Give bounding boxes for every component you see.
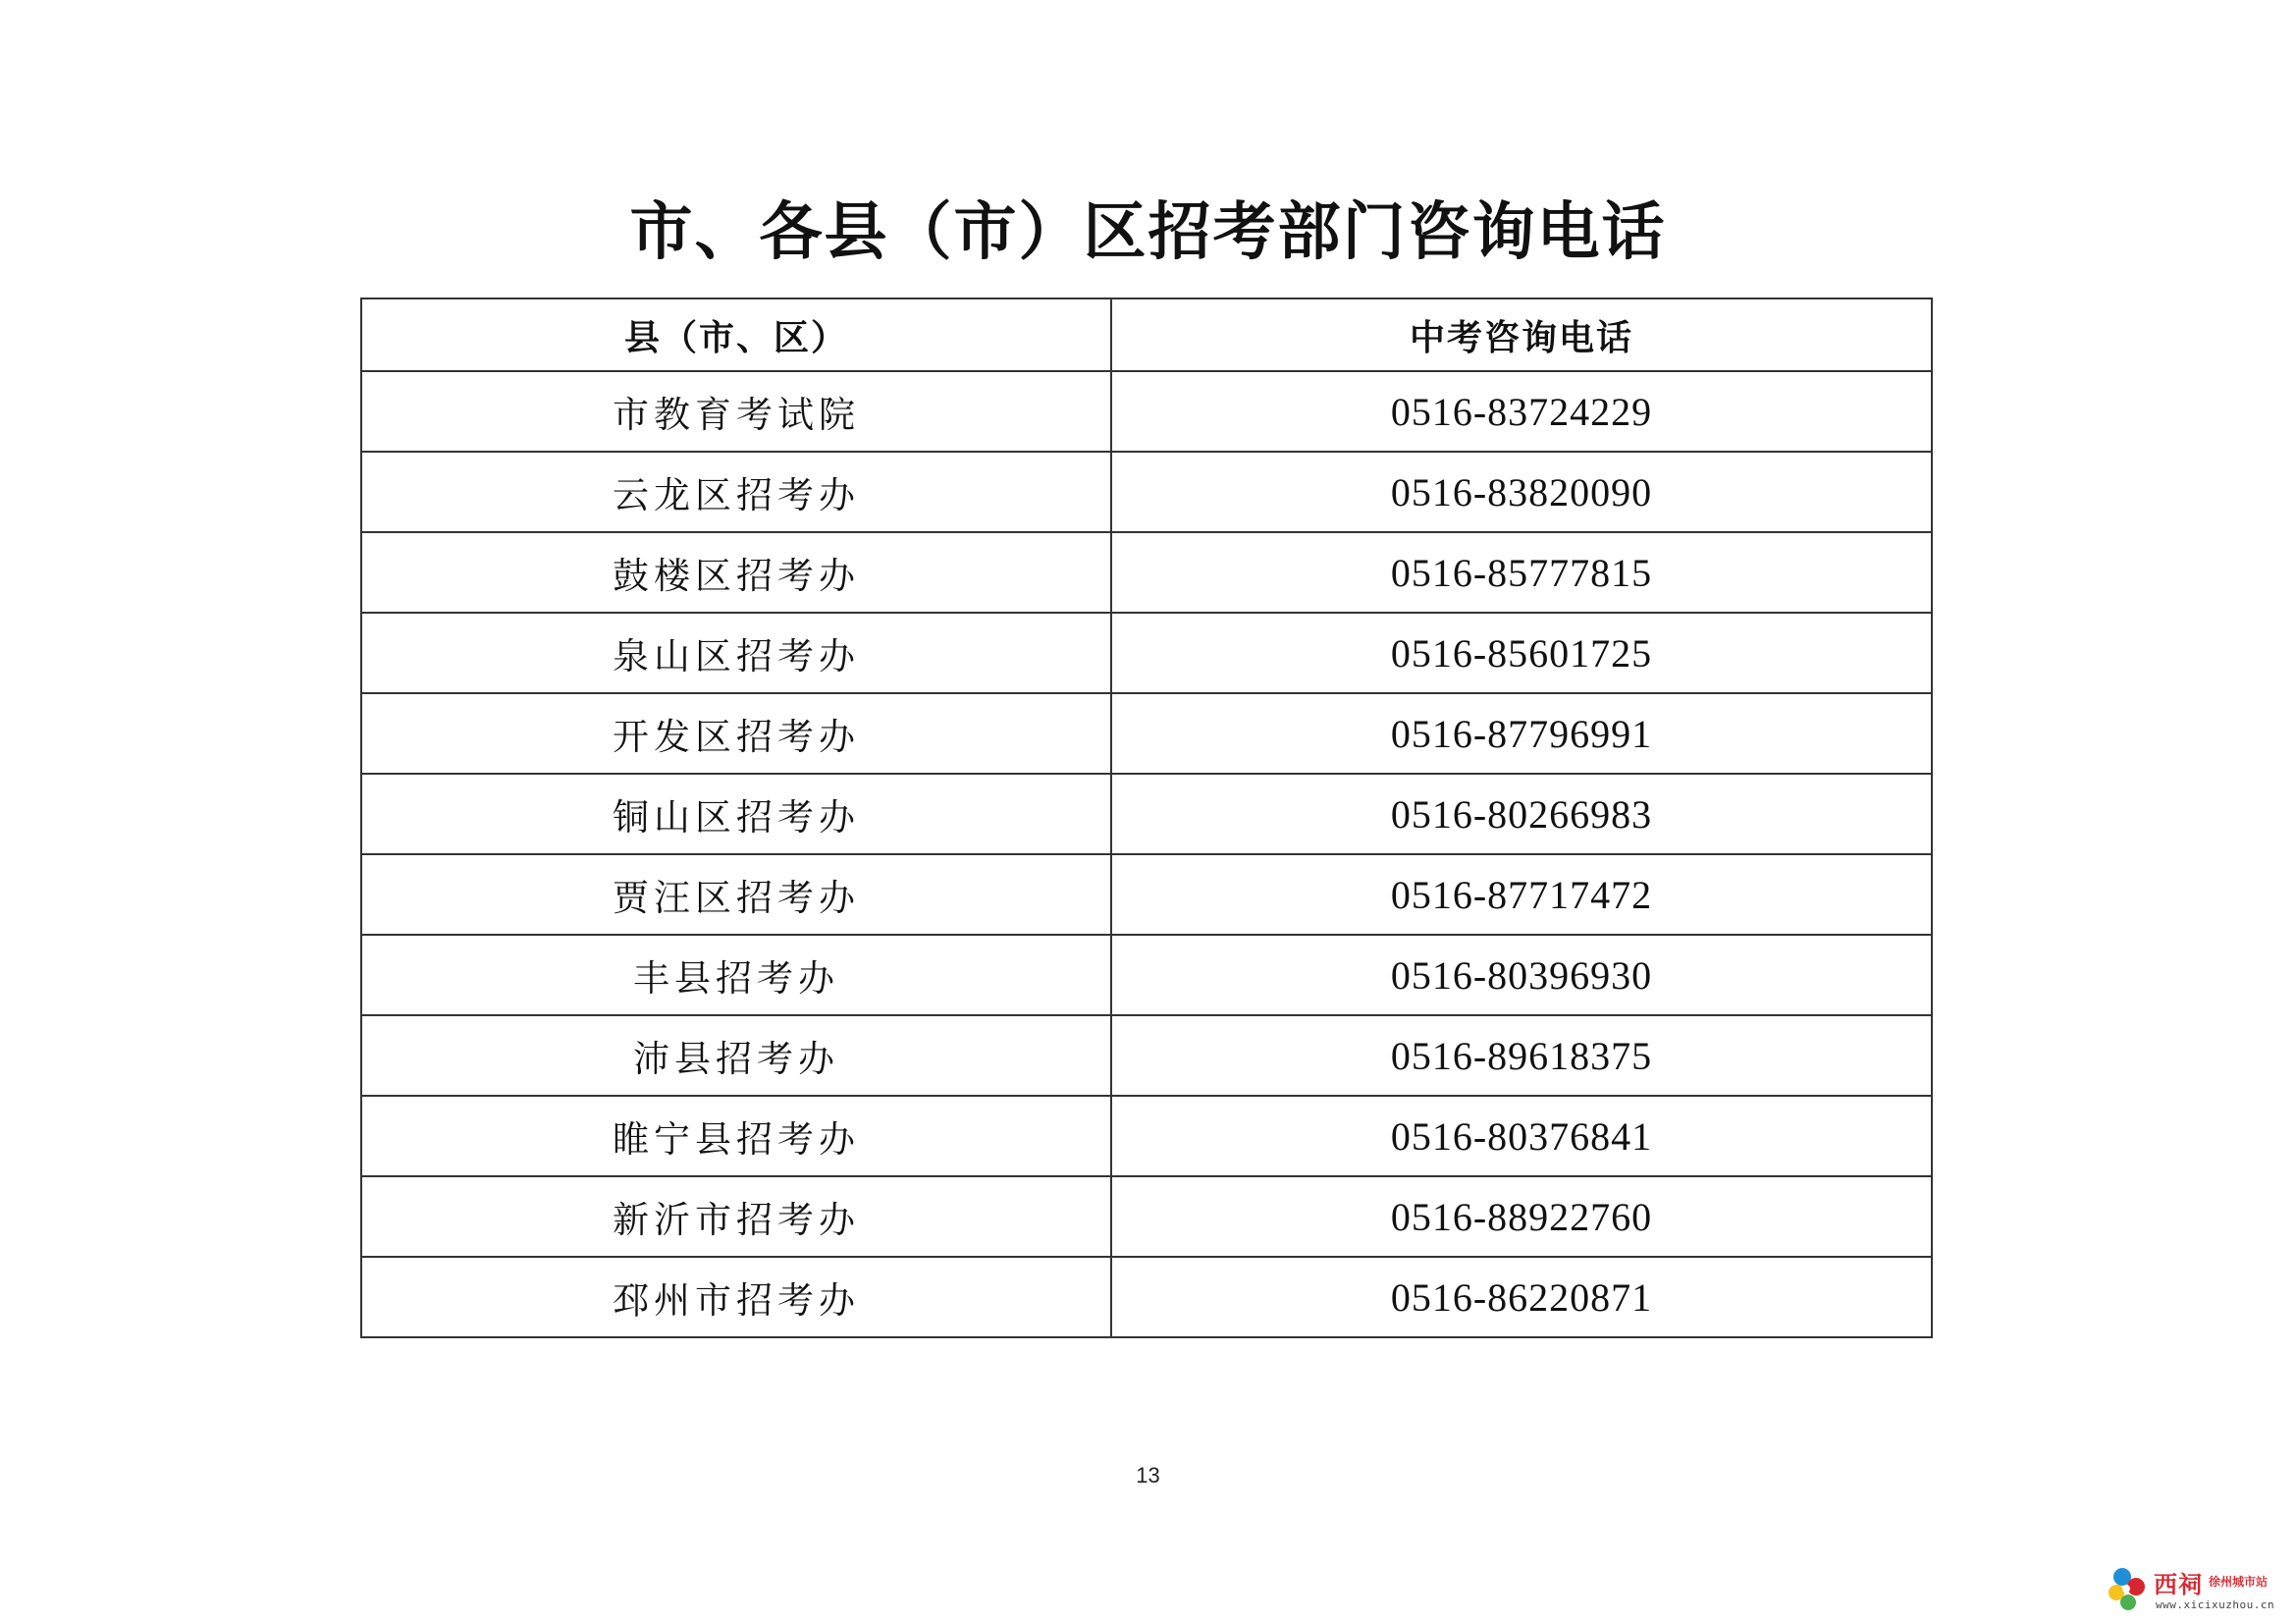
table-row <box>361 371 1932 452</box>
table-row <box>361 854 1932 935</box>
phone-cell: 0516-83820090 <box>1111 452 1932 532</box>
watermark-brand: 西祠 <box>2154 1571 2203 1598</box>
phone-cell: 0516-88922760 <box>1111 1176 1932 1257</box>
phone-cell: 0516-80376841 <box>1111 1096 1932 1176</box>
department-cell: 丰县招考办 <box>361 935 1111 1015</box>
department-cell: 开发区招考办 <box>361 693 1111 774</box>
header-phone: 中考咨询电话 <box>1111 298 1932 371</box>
department-cell: 泉山区招考办 <box>361 613 1111 693</box>
department-cell: 新沂市招考办 <box>361 1176 1111 1257</box>
table-row <box>361 1015 1932 1096</box>
phone-cell: 0516-89618375 <box>1111 1015 1932 1096</box>
department-cell: 市教育考试院 <box>361 371 1111 452</box>
department-cell: 邳州市招考办 <box>361 1257 1111 1337</box>
phone-cell: 0516-80396930 <box>1111 935 1932 1015</box>
department-cell: 贾汪区招考办 <box>361 854 1111 935</box>
phone-cell: 0516-83724229 <box>1111 371 1932 452</box>
watermark-logo <box>2103 1563 2289 1618</box>
table-header-row <box>361 298 1932 371</box>
phone-cell: 0516-85777815 <box>1111 532 1932 613</box>
department-cell: 沛县招考办 <box>361 1015 1111 1096</box>
header-department: 县（市、区） <box>361 298 1111 371</box>
page-title: 市、各县（市）区招考部门咨询电话 <box>629 195 1667 269</box>
department-cell: 云龙区招考办 <box>361 452 1111 532</box>
phone-cell: 0516-87717472 <box>1111 854 1932 935</box>
table-row <box>361 1257 1932 1337</box>
table-row <box>361 532 1932 613</box>
contact-table <box>360 298 1933 1338</box>
phone-cell: 0516-87796991 <box>1111 693 1932 774</box>
page-number: 13 <box>1136 1463 1160 1488</box>
watermark-url: www.xicixuzhou.cn <box>2156 1598 2275 1611</box>
phone-cell: 0516-86220871 <box>1111 1257 1932 1337</box>
department-cell: 鼓楼区招考办 <box>361 532 1111 613</box>
department-cell: 铜山区招考办 <box>361 774 1111 854</box>
table-row <box>361 452 1932 532</box>
table-row <box>361 693 1932 774</box>
phone-cell: 0516-85601725 <box>1111 613 1932 693</box>
table-row <box>361 935 1932 1015</box>
department-cell: 睢宁县招考办 <box>361 1096 1111 1176</box>
phone-cell: 0516-80266983 <box>1111 774 1932 854</box>
table-row <box>361 613 1932 693</box>
table-row <box>361 1176 1932 1257</box>
table-row <box>361 774 1932 854</box>
table-row <box>361 1096 1932 1176</box>
pinwheel-logo-icon <box>2103 1563 2158 1618</box>
watermark-city-site: 徐州城市站 <box>2209 1575 2269 1589</box>
